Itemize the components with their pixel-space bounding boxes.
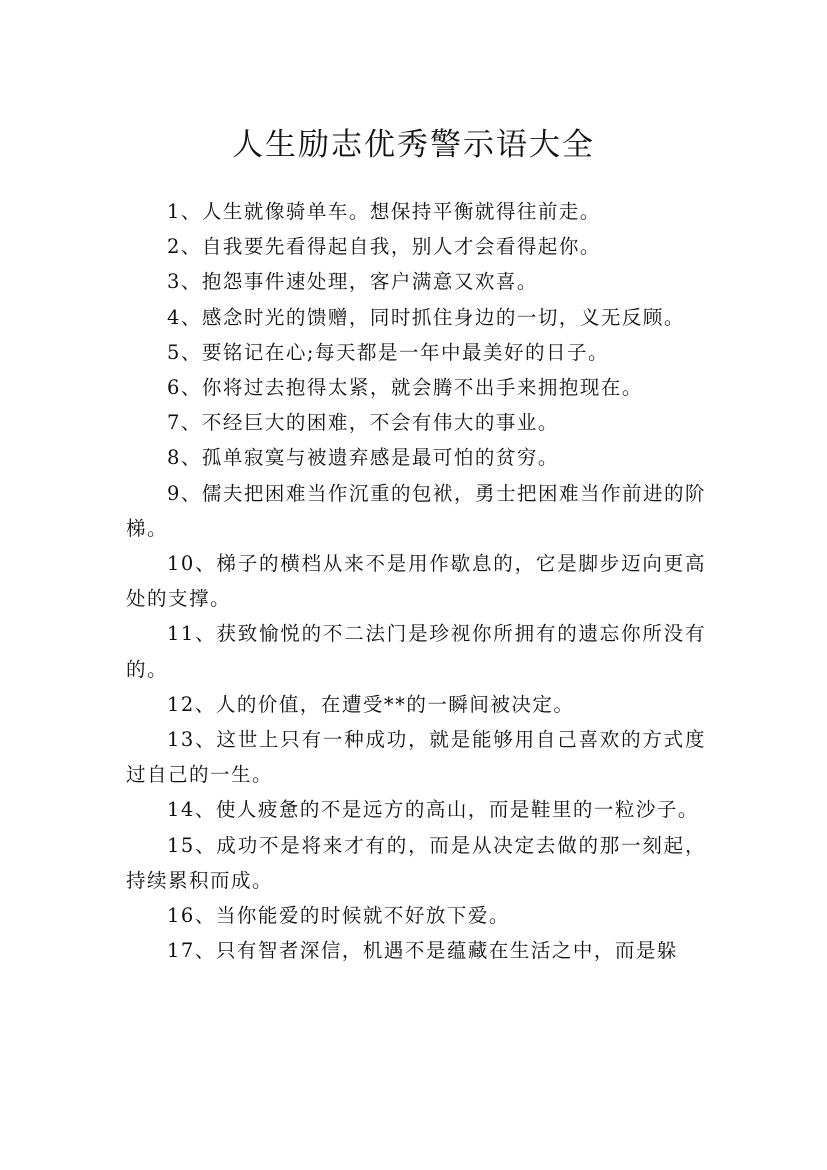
list-item: 9、儒夫把困难当作沉重的包袱，勇士把困难当作前进的阶梯。 xyxy=(126,481,706,540)
page-title: 人生励志优秀警示语大全 xyxy=(232,126,595,163)
list-item: 13、这世上只有一种成功，就是能够用自己喜欢的方式度过自己的一生。 xyxy=(126,728,706,787)
list-item: 2、自我要先看得起自我，别人才会看得起你。 xyxy=(167,235,601,259)
list-item: 15、成功不是将来才有的，而是从决定去做的那一刻起，持续累积而成。 xyxy=(126,833,706,892)
list-item: 8、孤单寂寞与被遗弃感是最可怕的贫穷。 xyxy=(167,446,559,470)
document-body xyxy=(126,194,706,968)
list-item: 3、抱怨事件速处理，客户满意又欢喜。 xyxy=(167,270,538,294)
list-item: 14、使人疲惫的不是远方的高山，而是鞋里的一粒沙子。 xyxy=(167,798,699,822)
list-item: 11、获致愉悦的不二法门是珍视你所拥有的遗忘你所没有的。 xyxy=(126,622,706,681)
list-item: 6、你将过去抱得太紧，就会腾不出手来拥抱现在。 xyxy=(167,376,643,400)
list-item: 17、只有智者深信，机遇不是蕴藏在生活之中，而是躲 xyxy=(167,939,678,963)
list-item: 10、梯子的横档从来不是用作歇息的，它是脚步迈向更高处的支撑。 xyxy=(126,552,706,611)
list-item: 12、人的价值，在遭受**的一瞬间被决定。 xyxy=(167,692,575,716)
list-item: 5、要铭记在心;每天都是一年中最美好的日子。 xyxy=(167,340,609,364)
list-item: 7、不经巨大的困难，不会有伟大的事业。 xyxy=(167,411,559,435)
list-item: 16、当你能爱的时候就不好放下爱。 xyxy=(167,904,510,928)
list-item: 1、人生就像骑单车。想保持平衡就得往前走。 xyxy=(167,200,601,223)
list-item: 4、感念时光的馈赠，同时抓住身边的一切，义无反顾。 xyxy=(167,305,685,329)
